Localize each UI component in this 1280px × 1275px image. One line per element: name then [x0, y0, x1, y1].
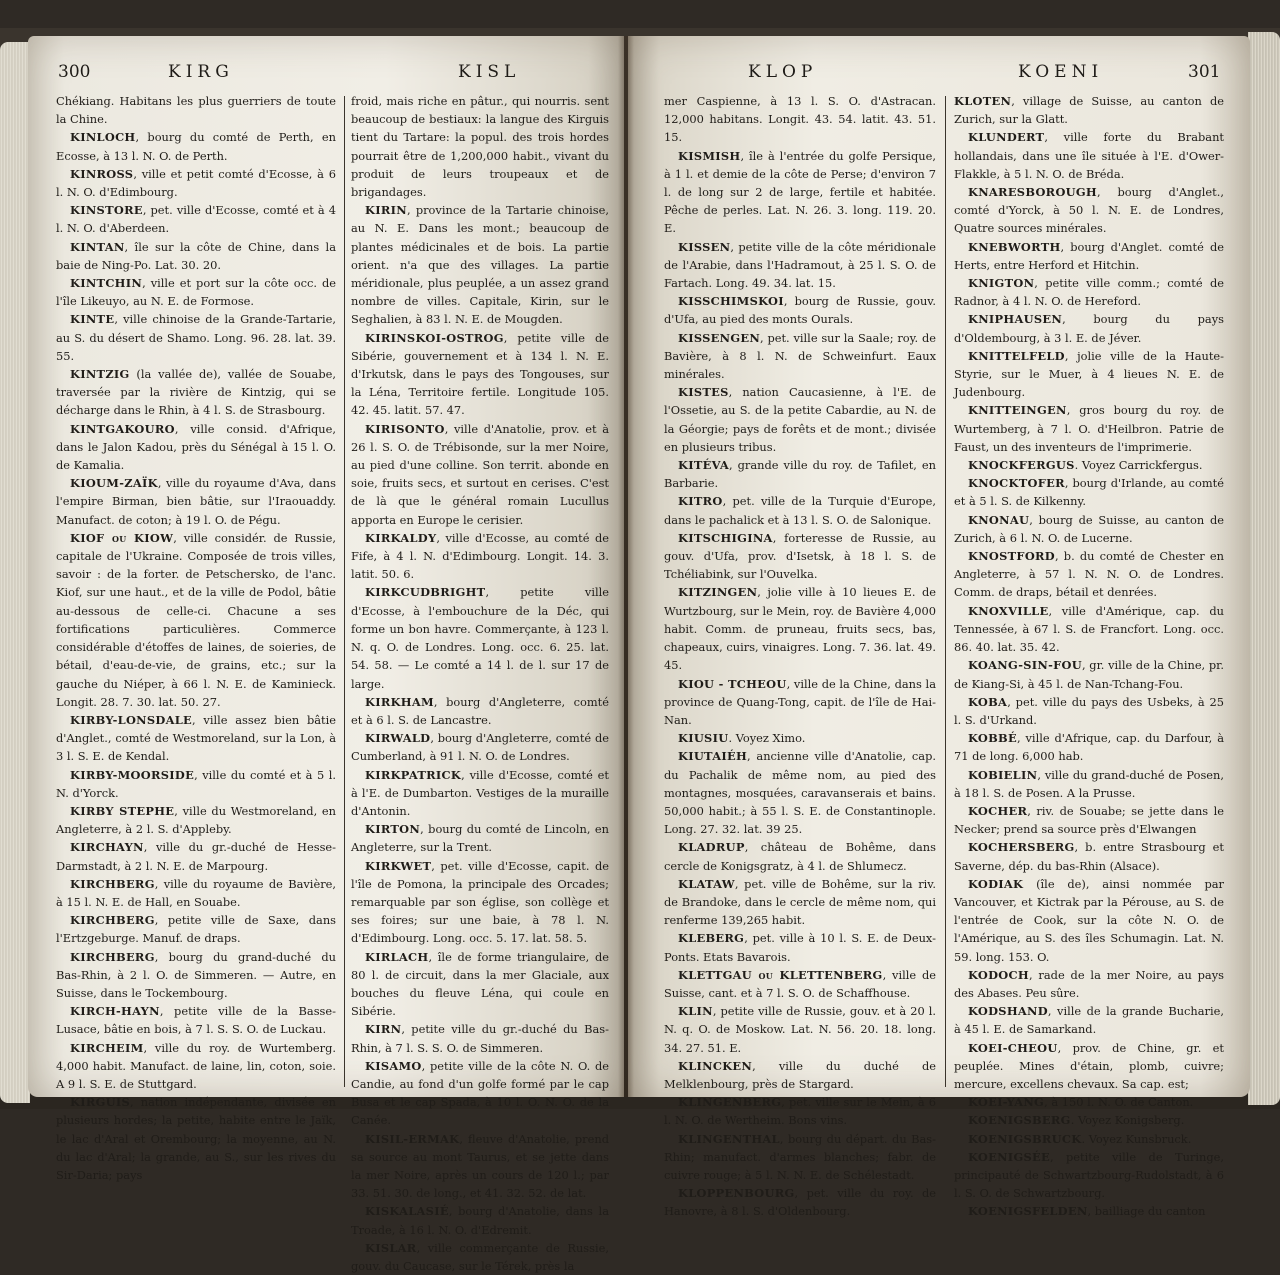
dictionary-entry	[954, 347, 1224, 402]
entry-headword: KOCHER	[968, 803, 1028, 818]
entry-headword: KIRN	[365, 1022, 402, 1037]
dictionary-entry	[664, 1093, 936, 1129]
entry-text: , petite ville de la Basse-Lusace, bâtie en bois, à 7 l. S. S. O. de Luckau.	[56, 1004, 336, 1037]
entry-headword: KNOCKTOFER	[968, 476, 1065, 491]
dictionary-entry	[664, 1057, 936, 1093]
entry-headword: KLOPPENBOURG	[678, 1186, 795, 1201]
entry-text: , pet. ville du pays des Usbeks, à 25 l. S. d'Urkand.	[954, 694, 1224, 727]
entry-headword: KLOTEN	[954, 94, 1012, 108]
entry-text: , riv. de Souabe; se jette dans le Necker; prend sa source près d'Elwangen	[954, 803, 1224, 837]
entry-headword: KLEBERG	[678, 931, 745, 946]
entry-headword: KINROSS	[70, 166, 134, 181]
entry-headword: KISKALASIÉ	[365, 1204, 449, 1219]
right-page-column-1	[664, 92, 936, 1219]
entry-headword: KIRKHAM	[365, 694, 434, 709]
entry-headword: KNOCKFERGUS	[968, 458, 1075, 473]
dictionary-entry	[56, 1039, 336, 1094]
entry-text: , bourg d'Anglet., comté d'Yorck, à 50 l. N. E. de Londres, Quatre sources minérales.	[954, 185, 1224, 236]
dictionary-entry	[954, 1130, 1224, 1148]
dictionary-entry	[351, 857, 609, 948]
entry-text: , b. du comté de Chester en Angleterre, à 57 l. N. N. O. de Londres. Comm. de draps, bétail et denrées.	[954, 549, 1224, 600]
entry-text: , bourg d'Irlande, au comté et à 5 l. S. de Kilkenny.	[954, 476, 1224, 509]
entry-headword: KODOCH	[968, 967, 1029, 982]
entry-headword: KIRBY STEPHE	[70, 803, 175, 818]
dictionary-entry	[56, 766, 336, 802]
entry-text: , province de la Tartarie chinoise, au N. E. Dans les mont.; beaucoup de plantes médicinales et de bois. La partie orient. n'a que des villages. La partie méridionale, plus peuplée, a un assez grand nombre de villes. Capitale, Kirin, sur le Seghalien, à 83 l. N. E. de Mougden.	[351, 203, 609, 327]
dictionary-entry	[664, 747, 936, 838]
entry-text: . Voyez Ximo.	[728, 731, 806, 746]
entry-text: Chékiang. Habitans les plus guerriers de toute la Chine.	[56, 94, 336, 127]
dictionary-entry	[954, 1002, 1224, 1038]
dictionary-entry	[56, 711, 336, 766]
dictionary-entry	[664, 492, 936, 528]
entry-text: , bourg du grand-duché du Bas-Rhin, à 2 l. O. de Simmeren. — Autre, en Suisse, dans le Tockembourg.	[56, 949, 336, 1000]
entry-headword: KNOXVILLE	[968, 603, 1049, 618]
book-gutter	[618, 36, 634, 1097]
right-page-column-2	[954, 92, 1224, 1219]
right-page	[628, 36, 1250, 1219]
entry-text: , ville du gr.-duché de Hesse-Darmstadt, à 2 l. N. E. de Marpourg.	[56, 840, 336, 873]
entry-headword: KIRGUIS	[70, 1095, 131, 1110]
entry-text: , bourg du pays d'Oldembourg, à 3 l. E. de Jéver.	[954, 312, 1224, 345]
dictionary-entry	[56, 365, 336, 420]
dictionary-entry	[351, 1202, 609, 1238]
entry-text: , bourg du comté de Perth, en Ecosse, à 13 l. N. O. de Perth.	[56, 130, 336, 163]
dictionary-entry	[351, 948, 609, 1021]
entry-text: , petite ville d'Ecosse, à l'embouchure de la Déc, qui forme un bon havre. Commerçante, à 123 l. N. q. O. de Londres. Long. occ. 6. 25. lat. 54. 58. — Le comté a 14 l. de l. sur 17 de large.	[351, 585, 609, 691]
entry-headword: KISSENGEN	[678, 330, 761, 345]
dictionary-entry	[954, 1202, 1224, 1220]
dictionary-entry	[351, 1239, 609, 1275]
entry-text: , ville du royaume de Bavière, à 15 l. N. E. de Hall, en Souabe.	[56, 876, 336, 909]
dictionary-entry	[56, 238, 336, 274]
dictionary-entry	[664, 875, 936, 930]
entry-text: , prov. de Chine, gr. et peuplée. Mines d'étain, plomb, cuivre; mercure, excellens chevaux. Sa cap. est;	[954, 1040, 1224, 1091]
entry-headword: KLADRUP	[678, 840, 745, 855]
dictionary-entry	[56, 420, 336, 475]
entry-headword: KIRBY-MOORSIDE	[70, 767, 195, 782]
entry-headword: KINTAN	[70, 239, 125, 254]
dictionary-entry	[56, 92, 336, 128]
entry-text: , ville du Westmoreland, en Angleterre, à 2 l. S. d'Appleby.	[56, 803, 336, 837]
entry-headword: KIRKALDY	[365, 530, 437, 545]
dictionary-entry	[664, 966, 936, 1002]
dictionary-entry	[56, 201, 336, 237]
entry-headword: KNIPHAUSEN	[968, 312, 1063, 327]
dictionary-entry	[664, 1130, 936, 1185]
right-page-header	[628, 54, 1250, 94]
entry-text: , bourg du départ. du Bas-Rhin; manufact. d'armes blanches; fabr. de cuivre rouge; à 5 l. N. N. E. de Schélestadt.	[664, 1131, 936, 1182]
entry-headword: KLINGENTHAL	[678, 1131, 780, 1146]
entry-text: , pet. ville de Bohême, sur la riv. de Brandoke, dans le cercle de même nom, qui renferme 139,265 habit.	[664, 876, 936, 928]
entry-text: , pet. ville à 10 l. S. E. de Deux-Ponts. Etats Bavarois.	[664, 931, 936, 964]
entry-text: , bourg d'Anatolie, dans la Troade, à 16 l. N. O. d'Edremit.	[351, 1204, 609, 1237]
entry-headword: KINTCHIN	[70, 276, 143, 291]
entry-text: . Voyez Kunsbruck.	[1081, 1131, 1192, 1146]
entry-headword: KNITTEINGEN	[968, 403, 1067, 418]
entry-headword: KOEI-YANG	[968, 1095, 1045, 1110]
entry-headword: KOENIGSBRUCK	[968, 1131, 1082, 1146]
dictionary-entry	[664, 92, 936, 147]
entry-headword: KIRCH-HAYN	[70, 1004, 160, 1019]
left-page-column-1	[56, 92, 336, 1182]
entry-text: , jolie ville à 10 lieues E. de Wurtzbourg, sur le Mein, roy. de Bavière 4,000 habit. Comm. de pruneau, fruits secs, bas, chapeaux, cuirs, vinaigres. Long. 7. 36. lat. 49. 45.	[664, 585, 936, 673]
entry-headword: KISSCHIMSKOI	[678, 294, 784, 309]
dictionary-entry	[954, 274, 1224, 310]
dictionary-entry	[664, 675, 936, 730]
entry-headword: KLINGENBERG	[678, 1095, 782, 1110]
entry-text: , ville chinoise de la Grande-Tartarie, au S. du désert de Shamo. Long. 96. 28. lat. 39. 55.	[56, 312, 336, 363]
running-head-left: KIRG	[168, 62, 234, 82]
entry-text: , ville du royaume d'Ava, dans l'empire Birman, bien bâtie, sur l'Iraouaddy. Manufact. de coton; à 19 l. O. de Pégu.	[56, 476, 336, 527]
entry-text: , pet. ville sur le Mein, à 6 l. N. O. de Wertheim. Bons vins.	[664, 1095, 936, 1128]
entry-headword: KNONAU	[968, 512, 1030, 527]
entry-text: , île de forme triangulaire, de 80 l. de circuit, dans la mer Glaciale, aux bouches du fleuve Léna, qui coule en Sibérie.	[351, 949, 609, 1019]
entry-text: . Voyez Carrickfergus.	[1074, 458, 1203, 473]
dictionary-entry	[954, 474, 1224, 510]
entry-headword: KOENIGSBERG	[968, 1113, 1071, 1128]
entry-headword: KOENIGSÉE	[968, 1149, 1050, 1164]
entry-text: , ville de Suisse, cant. et à 7 l. S. O. de Schaffhouse.	[664, 967, 936, 1000]
entry-text: , petite ville de la côte méridionale de l'Arabie, dans l'Hadramout, à 25 l. S. O. de Fartach. Long. 49. 34. lat. 15.	[664, 239, 936, 291]
dictionary-entry	[954, 693, 1224, 729]
entry-text: , ville d'Ecosse, au comté de Fife, à 4 l. N. d'Edimbourg. Longit. 14. 3. latit. 50. 6.	[351, 530, 609, 582]
dictionary-entry	[351, 766, 609, 821]
entry-text: , village de Suisse, au canton de Zurich, sur la Glatt.	[954, 94, 1224, 127]
dictionary-entry	[664, 1002, 936, 1057]
dictionary-entry	[664, 147, 936, 238]
dictionary-entry	[351, 529, 609, 584]
dictionary-entry	[56, 802, 336, 838]
page-number: 301	[1188, 62, 1221, 82]
entry-text: , île à l'entrée du golfe Persique, à 1 l. et demie de la côte de Perse; d'environ 7 l. de long sur 2 de large, fertile et habitée. Pêche de perles. Lat. N. 26. 3. long. 119. 20. E.	[664, 148, 936, 236]
entry-headword: KIUSIU	[678, 731, 729, 746]
dictionary-entry	[56, 165, 336, 201]
dictionary-entry	[664, 238, 936, 293]
running-head-left: KLOP	[748, 62, 818, 82]
running-head-right: KISL	[458, 62, 521, 82]
dictionary-entry	[351, 201, 609, 328]
entry-headword: KIRLACH	[365, 949, 429, 964]
entry-text: , ancienne ville d'Anatolie, cap. du Pachalik de même nom, au pied des montagnes, mosquées, caravanserais et bains. 50,000 habit.; à 55 l. S. E. de Constantinople. Long. 27. 32. lat. 39 25.	[664, 749, 936, 837]
entry-headword: KIRCHBERG	[70, 913, 155, 928]
entry-headword: KOBBÉ	[968, 731, 1017, 746]
entry-text: , ville du duché de Melklenbourg, près de Stargard.	[664, 1058, 936, 1091]
entry-text: , petite ville de Saxe, dans l'Ertzgeburge. Manuf. de draps.	[56, 913, 336, 946]
dictionary-entry	[351, 693, 609, 729]
entry-headword: KLATAW	[678, 876, 735, 891]
dictionary-entry	[351, 729, 609, 765]
entry-headword: KIOF ou KIOW	[70, 530, 174, 545]
entry-text: froid, mais riche en pâtur., qui nourris. sent beaucoup de bestiaux: la langue des Kirguis tient du Tartare: la popul. des trois hordes pourrait être de 1,200,000 habit., vivant du produit de leurs troupeaux et de brigandages.	[351, 94, 609, 200]
entry-text: , bourg de Russie, gouv. d'Ufa, au pied des monts Ourals.	[664, 294, 936, 327]
entry-text: , ville consid. d'Afrique, dans le Jalon Kadou, près du Sénégal à 15 l. O. de Kamalia.	[56, 421, 336, 473]
dictionary-entry	[664, 929, 936, 965]
entry-headword: KIRCHEIM	[70, 1040, 144, 1055]
entry-headword: KLETTGAU ou KLETTENBERG	[678, 967, 883, 982]
entry-text: , ville de la Chine, dans la province de Quang-Tong, capit. de l'île de Hai-Nan.	[664, 676, 936, 727]
entry-headword: KLINCKEN	[678, 1058, 753, 1073]
entry-headword: KIRBY-LONSDALE	[70, 712, 193, 727]
entry-headword: KISLAR	[365, 1240, 417, 1255]
dictionary-entry	[351, 820, 609, 856]
dictionary-entry	[664, 292, 936, 328]
entry-text: , nation indépendante, divisée en plusieurs hordes; la petite, habite entre le Jaïk, le lac d'Aral et Orembourg; la moyenne, au N. du lac d'Aral; la grande, au S., sur les rives du Sir-Daria; pays	[56, 1095, 336, 1182]
dictionary-entry	[664, 1184, 936, 1220]
entry-headword: KISTES	[678, 385, 729, 400]
entry-text: , ville d'Ecosse, comté et à l'E. de Dumbarton. Vestiges de la muraille d'Antonin.	[351, 767, 609, 818]
entry-text: , ville assez bien bâtie d'Anglet., comté de Westmoreland, sur la Lon, à 3 l. S. E. de Kendal.	[56, 712, 336, 764]
entry-text: , ville du comté et à 5 l. N. d'Yorck.	[56, 767, 336, 800]
entry-headword: KIRWALD	[365, 731, 431, 746]
dictionary-entry	[664, 456, 936, 492]
entry-text: , ville considér. de Russie, capitale de l'Ukraine. Composée de trois villes, savoir : de la forter. de Petschersko, de l'anc. Kiof, sur une haut., et de la ville de Podol, bâtie au-dessous de celle-ci. Chacune a ses fortifications particulières. Commerce considérable d'étoffes de laines, de soieries, de bétail, d'eau-de-vie, de grains, etc.; sur la gauche du Niéper, à 66 l. N. E. de Kaminieck. Longit. 28. 7. 30. lat. 50. 27.	[56, 530, 336, 709]
entry-text: . Voyez Konigsberg.	[1070, 1113, 1185, 1128]
dictionary-entry	[954, 183, 1224, 238]
dictionary-entry	[664, 838, 936, 874]
dictionary-entry	[56, 875, 336, 911]
entry-text: , b. entre Strasbourg et Saverne, dép. du bas-Rhin (Alsace).	[954, 840, 1224, 873]
entry-text: , ville et port sur la côte occ. de l'île Likeuyo, au N. E. de Formose.	[56, 276, 336, 309]
entry-text: , bailliage du canton	[1087, 1204, 1206, 1219]
entry-text: , ville du grand-duché de Posen, à 18 l. S. de Posen. A la Prusse.	[954, 767, 1224, 800]
dictionary-entry	[954, 656, 1224, 692]
column-divider	[344, 96, 345, 1087]
entry-text: , ville d'Anatolie, prov. et à 26 l. S. O. de Trébisonde, sur la mer Noire, au pied d'une colline. Son territ. abonde en soie, fruits secs, et surtout en cerises. C'est de là que le général romain Lucullus apporta en Europe le cerisier.	[351, 421, 609, 527]
dictionary-entry	[56, 529, 336, 711]
dictionary-entry	[351, 1020, 609, 1056]
entry-text: , grande ville du roy. de Tafilet, en Barbarie.	[664, 458, 936, 491]
entry-headword: KOENIGSFELDEN	[968, 1204, 1088, 1219]
dictionary-entry	[664, 729, 936, 747]
entry-headword: KOBIELIN	[968, 767, 1038, 782]
entry-text: , gr. ville de la Chine, pr. de Kiang-Si, à 45 l. de Nan-Tchang-Fou.	[954, 658, 1224, 691]
dictionary-entry	[954, 456, 1224, 474]
entry-text: , petite ville comm.; comté de Radnor, à 4 l. N. O. de Hereford.	[954, 276, 1224, 309]
dictionary-entry	[56, 474, 336, 529]
dictionary-entry	[56, 838, 336, 874]
dictionary-entry	[954, 1093, 1224, 1111]
entry-headword: KITÉVA	[678, 458, 729, 473]
left-page-header	[28, 54, 624, 94]
dictionary-entry	[954, 401, 1224, 456]
entry-headword: KIOU - TCHEOU	[678, 676, 787, 691]
entry-text: , pet. ville de la Turquie d'Europe, dans le pachalick et à 13 l. S. O. de Salonique.	[664, 494, 936, 527]
entry-text: , forteresse de Russie, au gouv. d'Ufa, prov. d'Isetsk, à 18 l. S. de Tchéliabink, sur l'Ouvelka.	[664, 530, 936, 582]
dictionary-entry	[954, 602, 1224, 657]
entry-text: , nation Caucasienne, à l'E. de l'Ossetie, au S. de la petite Cabardie, au N. de la Géorgie; pays de forêts et de mont.; divisée en plusieurs tribus.	[664, 385, 936, 454]
dictionary-entry	[351, 329, 609, 420]
entry-headword: KISMISH	[678, 148, 741, 163]
dictionary-entry	[56, 1093, 336, 1184]
entry-text: , ville de la grande Bucharie, à 45 l. E. de Samarkand.	[954, 1004, 1224, 1037]
dictionary-entry	[664, 383, 936, 456]
dictionary-entry	[954, 766, 1224, 802]
entry-headword: KIRCHAYN	[70, 840, 144, 855]
dictionary-entry	[351, 420, 609, 529]
entry-headword: KIRIN	[365, 203, 407, 218]
entry-text: , à 150 l. N. O. de Canton.	[1044, 1095, 1194, 1110]
left-page-edges	[0, 42, 30, 1103]
entry-text: , bourg d'Angleterre, comté de Cumberland, à 91 l. N. O. de Londres.	[351, 731, 609, 764]
entry-text: , ville du roy. de Wurtemberg. 4,000 habit. Manufact. de laine, lin, coton, soie. A 9 l. S. E. de Stuttgard.	[56, 1040, 336, 1091]
dictionary-entry	[954, 547, 1224, 602]
running-head-right: KOENI	[1018, 62, 1104, 82]
dictionary-entry	[954, 92, 1224, 128]
entry-text: , pet. ville sur la Saale; roy. de Bavière, à 8 l. N. de Schweinfurt. Eaux minérales.	[664, 330, 936, 382]
dictionary-entry	[954, 128, 1224, 183]
dictionary-entry	[954, 966, 1224, 1002]
entry-text: , ville forte du Brabant hollandais, dans une île située à l'E. d'Ower-Flakkle, à 5 l. N. O. de Bréda.	[954, 130, 1224, 181]
entry-text: , petite ville de la côte N. O. de Candie, au fond d'un golfe formé par le cap Busa et le cap Spada, à 10 l. O. N. O. de la Canée.	[351, 1058, 609, 1128]
entry-headword: KOANG-SIN-FOU	[968, 658, 1082, 673]
entry-text: , pet. ville d'Ecosse, comté et à 4 l. N. O. d'Aberdeen.	[56, 203, 336, 236]
entry-text: , jolie ville de la Haute-Styrie, sur le Muer, à 4 lieues N. E. de Judenbourg.	[954, 348, 1224, 400]
dictionary-entry	[351, 1057, 609, 1130]
entry-headword: KLIN	[678, 1004, 713, 1019]
dictionary-entry	[954, 511, 1224, 547]
left-page-column-2	[351, 92, 609, 1273]
entry-text: , ville et petit comté d'Ecosse, à 6 l. N. O. d'Edimbourg.	[56, 166, 336, 200]
dictionary-entry	[954, 1148, 1224, 1203]
entry-headword: KNIGTON	[968, 276, 1035, 291]
entry-headword: KITSCHIGINA	[678, 530, 773, 545]
entry-headword: KIRKPATRICK	[365, 767, 462, 782]
dictionary-entry	[56, 948, 336, 1003]
entry-headword: KINTZIG	[70, 367, 130, 382]
entry-text: , bourg d'Anglet. comté de Herts, entre Herford et Hitchin.	[954, 239, 1224, 272]
entry-text: , ville commerçante de Russie, gouv. du Caucase, sur le Térek, près la	[351, 1240, 609, 1273]
entry-headword: KNARESBOROUGH	[968, 185, 1097, 200]
entry-headword: KLUNDERT	[968, 130, 1045, 145]
entry-headword: KODSHAND	[968, 1004, 1048, 1019]
entry-text: , bourg d'Angleterre, comté et à 6 l. S. de Lancastre.	[351, 694, 609, 727]
dictionary-entry	[56, 128, 336, 164]
entry-headword: KIRKWET	[365, 858, 432, 873]
entry-headword: KINSTORE	[70, 203, 143, 218]
dictionary-entry	[56, 1002, 336, 1038]
entry-text: , rade de la mer Noire, au pays des Abases. Peu sûre.	[954, 967, 1224, 1000]
entry-headword: KODIAK	[968, 876, 1024, 891]
left-page	[28, 36, 624, 1273]
entry-headword: KNOSTFORD	[968, 549, 1055, 564]
dictionary-entry	[954, 310, 1224, 346]
dictionary-entry	[664, 529, 936, 584]
entry-text: , île sur la côte de Chine, dans la baie de Ning-Po. Lat. 30. 20.	[56, 239, 336, 272]
entry-headword: KIRCHBERG	[70, 949, 155, 964]
entry-headword: KOEI-CHEOU	[968, 1040, 1058, 1055]
entry-headword: KITRO	[678, 494, 723, 509]
entry-headword: KINTE	[70, 312, 115, 327]
entry-headword: KINLOCH	[70, 130, 136, 145]
dictionary-entry	[954, 838, 1224, 874]
entry-headword: KNITTELFELD	[968, 348, 1065, 363]
dictionary-entry	[664, 583, 936, 674]
entry-text: mer Caspienne, à 13 l. S. O. d'Astracan. 12,000 habitans. Longit. 43. 54. latit. 43. 51. 15.	[664, 94, 936, 145]
entry-headword: KISAMO	[365, 1058, 422, 1073]
entry-text: , ville d'Amérique, cap. du Tennessée, à 67 l. S. de Francfort. Long. occ. 86. 40. lat. 35. 42.	[954, 603, 1224, 655]
entry-headword: KIRISONTO	[365, 421, 445, 436]
entry-headword: KITZINGEN	[678, 585, 758, 600]
entry-headword: KINTGAKOURO	[70, 421, 175, 436]
entry-headword: KIRTON	[365, 822, 421, 837]
entry-headword: KIUTAIÉH	[678, 749, 748, 764]
entry-text: (île de), ainsi nommée par Vancouver, et Kictrak par la Pérouse, au S. de l'entrée de Cook, sur la côte N. O. de l'Amérique, au S. des îles Schumagin. Lat. N. 59. long. 153. O.	[954, 876, 1224, 964]
entry-headword: KIOUM-ZAÏK	[70, 476, 158, 491]
entry-text: , château de Bohême, dans cercle de Konigsgratz, à 4 l. de Shlumecz.	[664, 840, 936, 873]
entry-text: (la vallée de), vallée de Souabe, traversée par la rivière de Kintzig, qui se décharge dans le Rhin, à 4 l. S. de Strasbourg.	[56, 367, 336, 418]
dictionary-entry	[954, 1039, 1224, 1094]
open-book	[0, 28, 1280, 1273]
entry-text: , gros bourg du roy. de Wurtemberg, à 7 l. O. d'Heilbron. Patrie de Faust, un des inventeurs de l'imprimerie.	[954, 403, 1224, 454]
column-divider	[945, 96, 946, 1087]
entry-text: , bourg de Suisse, au canton de Zurich, à 6 l. N. O. de Lucerne.	[954, 512, 1224, 545]
entry-text: , pet. ville du roy. de Hanovre, à 8 l. S. d'Oldenbourg.	[664, 1186, 936, 1219]
dictionary-entry	[56, 274, 336, 310]
entry-headword: KOCHERSBERG	[968, 840, 1075, 855]
dictionary-entry	[664, 329, 936, 384]
dictionary-entry	[56, 310, 336, 365]
entry-headword: KISIL-ERMAK	[365, 1131, 460, 1146]
dictionary-entry	[351, 92, 609, 201]
entry-headword: KOBA	[968, 694, 1008, 709]
dictionary-entry	[954, 875, 1224, 966]
entry-headword: KISSEN	[678, 239, 731, 254]
entry-text: , petite ville de Russie, gouv. et à 20 l. N. q. O. de Moskow. Lat. N. 56. 20. 18. long. 34. 27. 51. E.	[664, 1004, 936, 1055]
entry-text: , petite ville de Sibérie, gouvernement et à 134 l. N. E. d'Irkutsk, dans le pays des Tongouses, sur la Léna, Territoire fertile. Longitude 105. 42. 45. latit. 57. 47.	[351, 330, 609, 418]
entry-text: , ville d'Afrique, cap. du Darfour, à 71 de long. 6,000 hab.	[954, 731, 1224, 764]
entry-headword: KNEBWORTH	[968, 239, 1061, 254]
entry-headword: KIRKCUDBRIGHT	[365, 585, 486, 600]
dictionary-entry	[351, 583, 609, 692]
entry-text: , petite ville de Turinge, principauté de Schwartzbourg-Rudolstadt, à 6 l. S. O. de Schwartzbourg.	[954, 1149, 1224, 1201]
dictionary-entry	[56, 911, 336, 947]
entry-text: , petite ville du gr.-duché du Bas-Rhin, à 7 l. S. S. O. de Simmeren.	[351, 1022, 609, 1055]
dictionary-entry	[954, 1111, 1224, 1129]
dictionary-entry	[954, 802, 1224, 838]
entry-text: , fleuve d'Anatolie, prend sa source au mont Taurus, et se jette dans la mer Noire, après un cours de 120 l.; par 33. 51. 30. de long., et 41. 32. 52. de lat.	[351, 1131, 609, 1201]
entry-headword: KIRCHBERG	[70, 876, 155, 891]
dictionary-entry	[954, 238, 1224, 274]
page-number: 300	[58, 62, 91, 82]
entry-text: , bourg du comté de Lincoln, en Angleterre, sur la Trent.	[351, 822, 609, 855]
right-page-edges	[1248, 32, 1280, 1105]
entry-text: , pet. ville d'Ecosse, capit. de l'île de Pomona, la principale des Orcades; remarquable par son église, son collège et ses foires; sur une baie, à 78 l. N. d'Edimbourg. Long. occ. 5. 17. lat. 58. 5.	[351, 858, 609, 946]
dictionary-entry	[954, 729, 1224, 765]
entry-headword: KIRINSKOI-OSTROG	[365, 330, 504, 345]
dictionary-entry	[351, 1130, 609, 1203]
